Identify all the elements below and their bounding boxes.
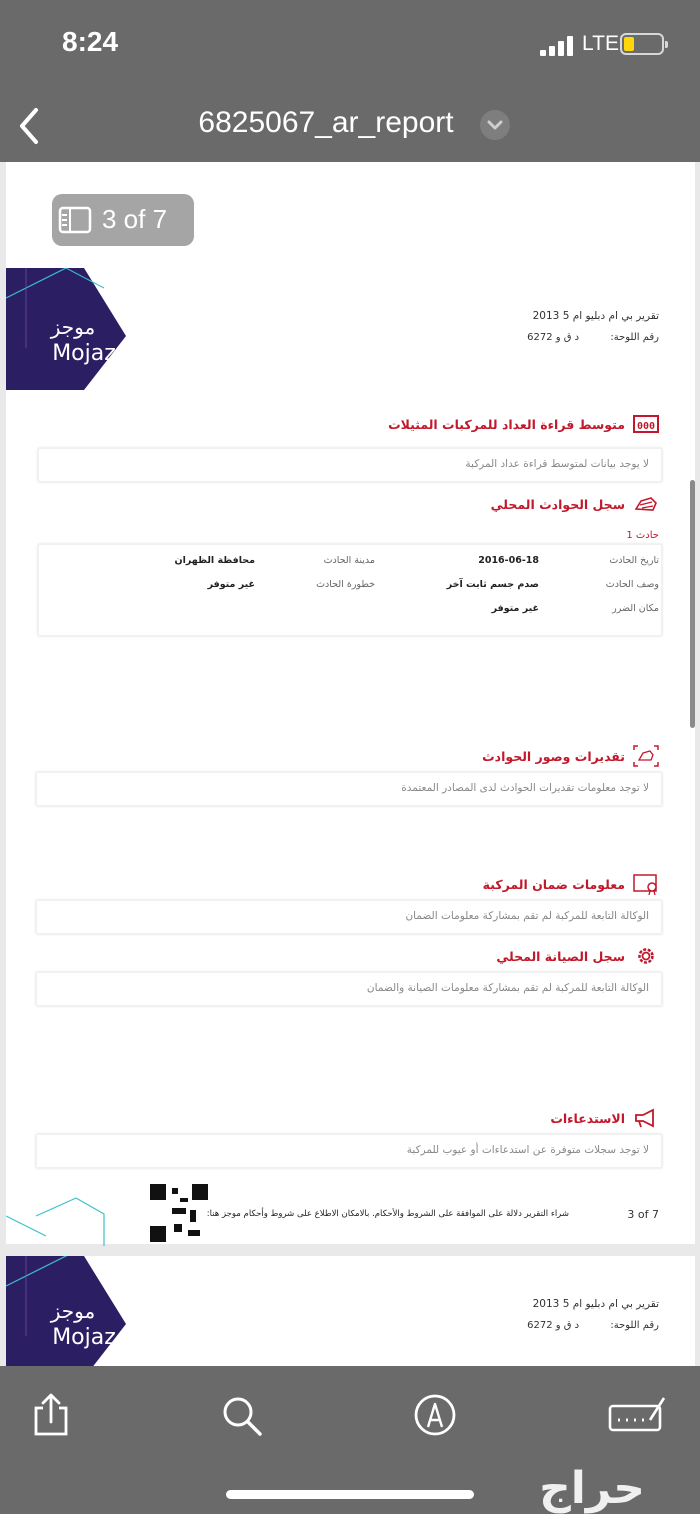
logo-english: Mojaz <box>52 341 116 366</box>
accident-subtitle: حادث 1 <box>626 530 659 541</box>
sidebar-icon <box>58 206 92 234</box>
vehicle-title: تقرير بي ام دبليو ام 5 2013 <box>532 310 659 322</box>
odometer-box <box>38 448 662 482</box>
signature-button[interactable] <box>606 1392 668 1438</box>
section-recalls <box>550 1106 659 1130</box>
markup-button[interactable] <box>410 1392 460 1438</box>
scrollbar[interactable] <box>690 480 695 728</box>
pdf-page-4 <box>6 1256 695 1366</box>
section-title: الاستدعاءات <box>550 1110 625 1126</box>
damage-location-label: مكان الضرر <box>612 603 659 614</box>
vehicle-title: تقرير بي ام دبليو ام 5 2013 <box>532 1298 659 1310</box>
home-indicator <box>226 1490 474 1499</box>
megaphone-icon <box>633 1107 659 1129</box>
logo-english: Mojaz <box>52 1325 116 1350</box>
plate-label: رقم اللوحة: <box>610 1320 659 1331</box>
estimates-message: لا توجد معلومات تقديرات الحوادث لدى المصادر المعتمدة <box>401 782 649 794</box>
nav-bar <box>0 90 700 162</box>
accident-severity-label: خطورة الحادث <box>316 579 375 590</box>
accident-desc-value: صدم جسم ثابت آخر <box>446 579 539 590</box>
damage-location-value: غير متوفر <box>491 603 539 614</box>
crash-icon <box>633 493 659 515</box>
gear-icon <box>633 945 659 967</box>
accident-severity-value: غير متوفر <box>207 579 255 590</box>
logo-arabic: موجز <box>50 1299 96 1323</box>
section-title: سجل الحوادث المحلي <box>490 496 625 512</box>
odometer-icon <box>633 413 659 435</box>
odometer-icon-digits: 000 <box>636 421 656 432</box>
plate-value: د ق و 6272 <box>527 332 580 343</box>
recalls-message: لا توجد سجلات متوفرة عن استدعاءات أو عيوب للمركبة <box>406 1144 649 1156</box>
qr-code <box>150 1184 208 1242</box>
warranty-message: الوكالة التابعة للمركبة لم تقم بمشاركة معلومات الضمان <box>405 910 649 922</box>
section-accidents <box>491 492 659 516</box>
section-title: متوسط قراءة العداد للمركبات المثيلات <box>388 416 625 432</box>
pdf-page-3 <box>6 268 695 1244</box>
section-estimates <box>482 744 659 768</box>
title-menu-button[interactable] <box>480 110 510 140</box>
accident-date-label: تاريخ الحادث <box>609 555 659 566</box>
battery-icon <box>620 33 664 55</box>
search-icon <box>216 1392 266 1438</box>
warranty-box <box>36 900 662 934</box>
recalls-box <box>36 1134 662 1168</box>
accident-date-value: 2016-06-18 <box>478 555 539 566</box>
plate-value: د ق و 6272 <box>527 1320 580 1331</box>
certificate-icon <box>633 873 659 895</box>
share-icon <box>26 1392 76 1438</box>
odometer-message: لا يوجد بيانات لمتوسط قراءة عداد المركبة <box>465 458 649 470</box>
signature-icon <box>606 1392 668 1438</box>
plate-label: رقم اللوحة: <box>610 332 659 343</box>
decor-lines <box>6 1186 116 1266</box>
section-maintenance <box>496 944 659 968</box>
accident-city-label: مدينة الحادث <box>323 555 375 566</box>
section-title: سجل الصيانة المحلي <box>496 948 625 964</box>
share-button[interactable] <box>26 1392 76 1438</box>
logo-arabic: موجز <box>50 315 96 339</box>
damage-photo-icon <box>633 745 659 767</box>
signal-icon <box>540 36 574 56</box>
footer-disclaimer: شراء التقرير دلالة على الموافقة على الشروط والأحكام. بالامكان الاطلاع على شروط وأحكام موجز هنا: <box>206 1209 569 1219</box>
section-warranty <box>483 872 659 896</box>
estimates-box <box>36 772 662 806</box>
chevron-down-icon <box>480 110 510 140</box>
document-title[interactable]: 6825067_ar_report <box>198 106 454 139</box>
status-time: 8:24 <box>62 26 119 57</box>
section-title: معلومات ضمان المركبة <box>482 876 625 892</box>
page-number: 3 of 7 <box>627 1208 659 1221</box>
search-button[interactable] <box>216 1392 266 1438</box>
status-bar <box>0 0 700 90</box>
plate-row <box>527 332 659 343</box>
document-viewer[interactable] <box>0 162 700 1366</box>
page-indicator-text: 3 of 7 <box>102 204 168 234</box>
maintenance-box <box>36 972 662 1006</box>
plate-row <box>527 1320 659 1331</box>
markup-pen-icon <box>410 1392 460 1438</box>
section-title: تقديرات وصور الحوادث <box>482 748 625 764</box>
watermark: حراج <box>539 1463 645 1514</box>
accident-city-value: محافظة الظهران <box>174 555 255 566</box>
network-label: LTE <box>582 32 619 55</box>
page-indicator[interactable] <box>52 194 194 246</box>
mojaz-logo <box>6 1256 131 1366</box>
maintenance-message: الوكالة التابعة للمركبة لم تقم بمشاركة معلومات الصيانة والضمان <box>366 982 649 994</box>
section-odometer <box>388 412 659 436</box>
mojaz-logo <box>6 268 131 393</box>
accident-desc-label: وصف الحادث <box>605 579 659 590</box>
